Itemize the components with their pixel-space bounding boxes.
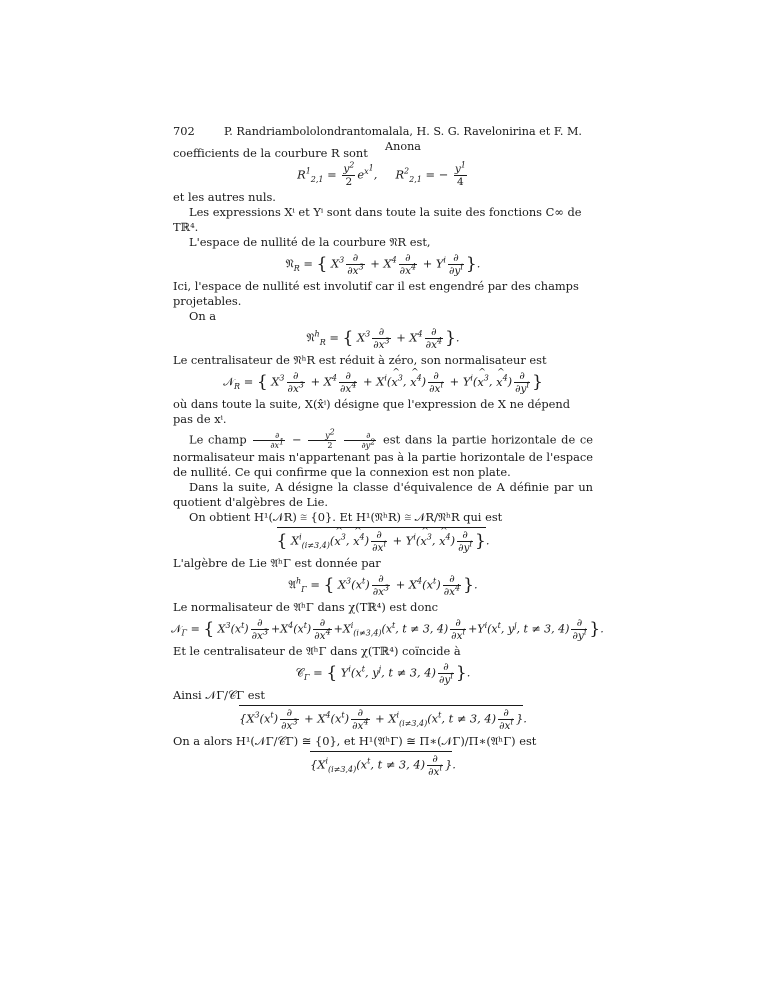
paragraph-nuls: et les autres nuls. — [173, 190, 276, 204]
equation-normalizer: 𝒩$_R$ = { $X^3$ $\frac{\partial}{\partial x^3}$ + $X^4$ $\frac{\partial}{\partial x^4}$ + $X^i(\^{}$ $x^3$, ^ $x^4$) $\frac{\partial}{\partial x^i}$ + $Y^i(\^{}$ $x^3$, ^ $x^4$) $\frac{\partial}{\partial y^i}$ } — [173, 370, 593, 395]
paragraph-champ: Le champ $\frac{\partial}{\partial x^1}$ − $\frac{y^2}{2}$ $\frac{\partial}{\partial y^2}$ est dans la partie horizontale de ce normalisateur mais n'appartenant pas à la partie horizontale de l'espace de nullité. Ce qui confirme que la connexion est non plate. — [173, 427, 594, 479]
paragraph-lie-algebra: L'algèbre de Lie 𝔄ʰΓ est donnée par — [173, 556, 381, 570]
equation-nullity-space: 𝔑$_R$ = { $X^3$ $\frac{\partial}{\partial x^3}$ + $X^4$ $\frac{\partial}{\partial x^4}$ + $Y^i$ $\frac{\partial}{\partial y^i}$ }. — [285, 252, 481, 277]
equation-curvature: $R^1_{2,1}$ = $\frac{y^2}{2}$ $e^{x^1}$, $R^2_{2,1}$ = − $\frac{y^1}{4}$ — [297, 160, 466, 188]
paragraph-nullite: L'espace de nullité de la courbure 𝔑R est, — [189, 235, 431, 249]
paragraph-hat-notation: où dans toute la suite, X(x̂ⁱ) désigne que l'expression de X ne dépend pas de xⁱ. — [173, 397, 571, 426]
paragraph-ainsi: Ainsi 𝒩Γ/𝒞Γ est — [173, 688, 265, 702]
paragraph-involutif: Ici, l'espace de nullité est involutif car il est engendré par des champs projetables. — [173, 279, 579, 308]
paragraph-equivalence: Dans la suite, A désigne la classe d'équivalence de A définie par un quotient d'algèbres de Lie. — [173, 480, 593, 509]
champ-text: est dans la partie horizontale de ce normalisateur mais n'appartenant pas à la partie horizontale de l'espace de nullité. Ce qui confirme que la connexion est non plate. — [173, 432, 594, 479]
paragraph-expressions: Les expressions Xⁱ et Yⁱ sont dans toute la suite des fonctions C∞ de Tℝ⁴. — [173, 205, 582, 234]
equation-normalizer-gamma: 𝒩$_\Gamma$ = { $X^3(x^t)$ $\frac{\partial}{\partial x^3}$ $+X^4(x^t)$ $\frac{\partial}{\partial x^4}$ $+X^i_{(i\ne 3,4)}(x^t$, t ≠ 3, 4) $\frac{\partial}{\partial x^i}$ $+Y^i(x^t$, $y^j$, t ≠ 3, 4) $\frac{\partial}{\partial y^i}$ }. — [171, 617, 604, 642]
paragraph-centralisateur: Le centralisateur de 𝔑ʰR est réduit à zéro, son normalisateur est — [173, 353, 547, 367]
champ-label: Le champ — [189, 432, 247, 447]
equation-lie-algebra: 𝔄$^h_\Gamma$ = { $X^3(x^t)$ $\frac{\partial}{\partial x^3}$ + $X^4(x^t)$ $\frac{\partial}{\partial x^4}$ }. — [288, 573, 478, 598]
equation-quotient: { $X^i_{(i\ne 3,4)}(\^{}$ $x^3$, ^ $x^4$) $\frac{\partial}{\partial x^i}$ + $Y^i(\^{}$ $x^3$, ^ $x^4$) $\frac{\partial}{\partial y^i}$ }. — [173, 527, 593, 554]
paragraph-on-a-alors: On a alors H¹(𝒩Γ/𝒞Γ) ≅ {0}, et H¹(𝔄ʰΓ) ≅ Π∗(𝒩Γ)/Π∗(𝔄ʰΓ) est — [173, 734, 537, 748]
equation-horizontal-nullity: 𝔑$^h_R$ = { $X^3$ $\frac{\partial}{\partial x^3}$ + $X^4$ $\frac{\partial}{\partial x^4}$ }. — [306, 326, 460, 351]
page-number: 702 — [173, 124, 195, 138]
paragraph-centralizer: Et le centralisateur de 𝔄ʰΓ dans χ(Tℝ⁴) coïncide à — [173, 644, 461, 658]
paragraph-cohomology: On obtient H¹(𝒩R) ≅ {0}. Et H¹(𝔑ʰR) ≅ 𝒩R/𝔑ʰR qui est — [189, 510, 503, 524]
equation-quotient-gamma: {$X^3(x^t)$ $\frac{\partial}{\partial x^3}$ + $X^4(x^t)$ $\frac{\partial}{\partial x^4}$ + $X^i_{(i\ne 3,4)}(x^t$, t ≠ 3, 4) $\frac{\partial}{\partial x^i}$ }. — [239, 707, 527, 732]
paper-page — [171, 124, 604, 780]
equation-final: {$X^i_{(i\ne 3,4)}(x^t$, t ≠ 3, 4) $\frac{\partial}{\partial x^i}$ }. — [310, 753, 456, 778]
equation-centralizer-gamma: 𝒞$_\Gamma$ = { $Y^i(x^t$, $y^j$, t ≠ 3, 4) $\frac{\partial}{\partial y^i}$ }. — [295, 661, 471, 686]
paragraph-normalisateur: Le normalisateur de 𝔄ʰΓ dans χ(Tℝ⁴) est donc — [173, 600, 439, 614]
paragraph-on-a: On a — [189, 309, 217, 323]
authors-line: P. Randriambololondrantomalala, H. S. G. Ravelonirina et F. M. Anona — [224, 125, 582, 153]
paragraph-coefficients: coefficients de la courbure R sont — [173, 146, 368, 160]
